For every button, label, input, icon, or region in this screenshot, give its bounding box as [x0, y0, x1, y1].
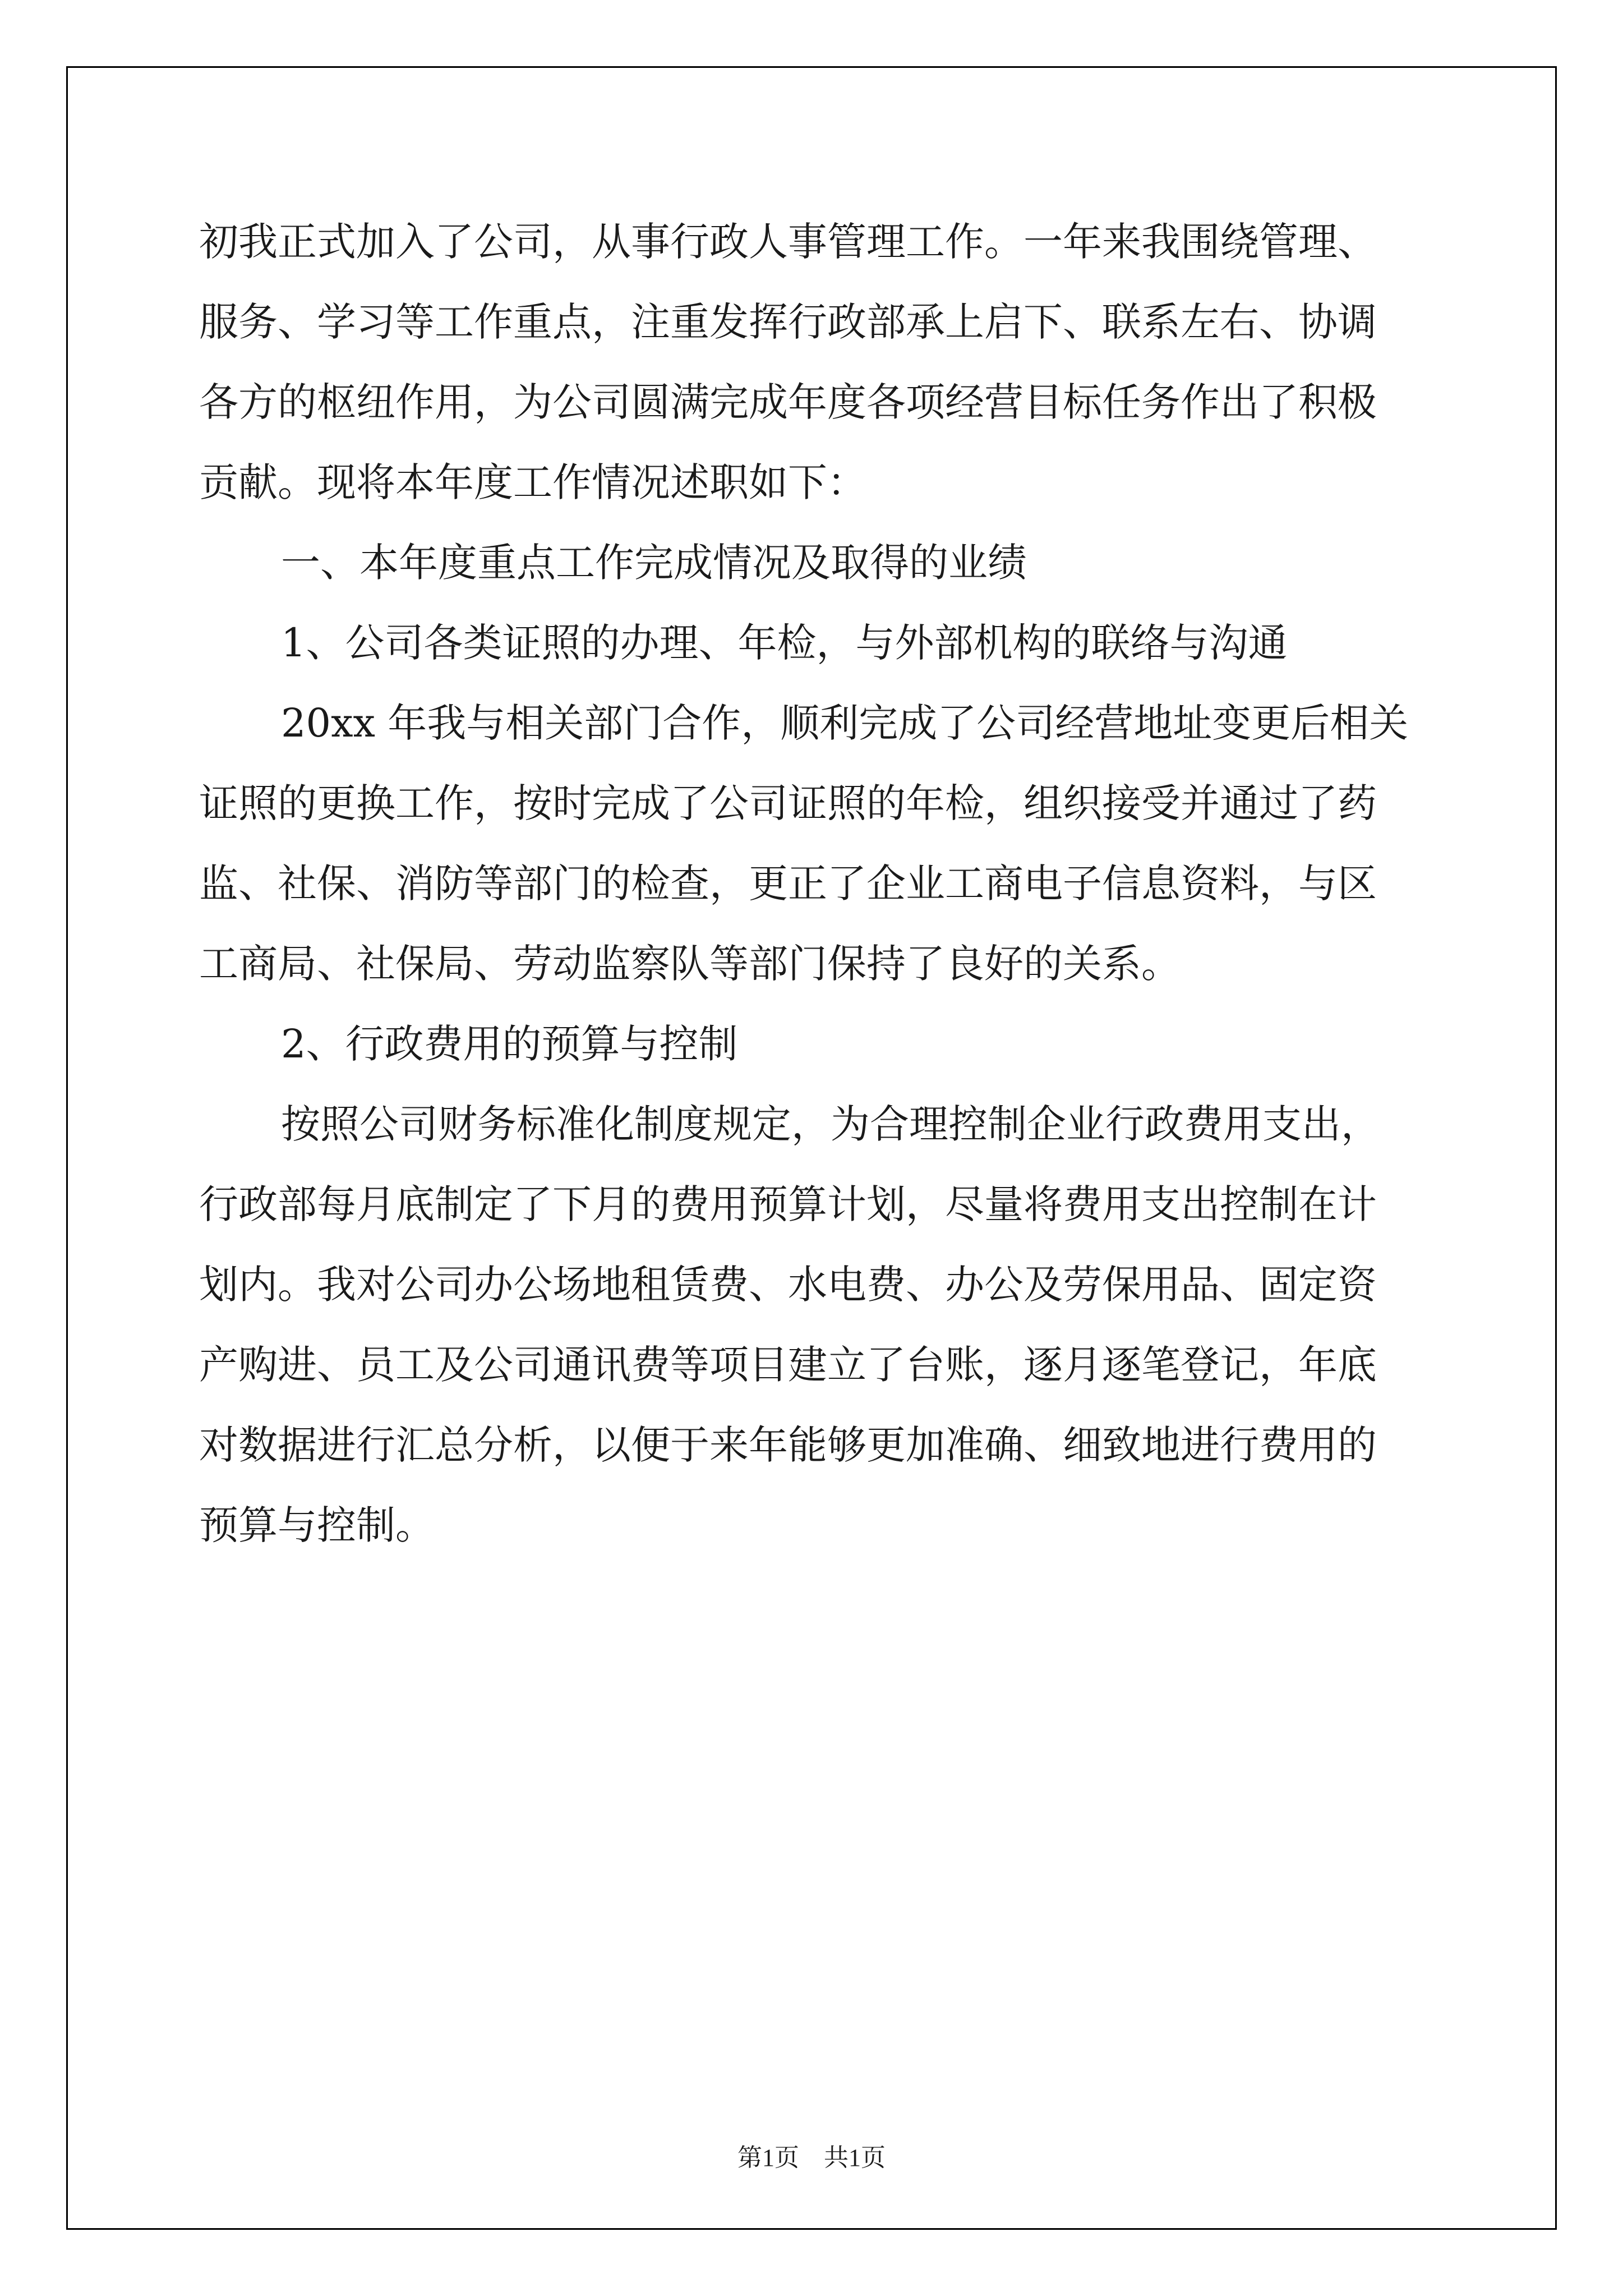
text-line: 1、公司各类证照的办理、年检，与外部机构的联络与沟通 [281, 620, 1288, 666]
text-line: 划内。我对公司办公场地租赁费、水电费、办公及劳保用品、固定资 [199, 1262, 1377, 1308]
text-line: 20xx 年我与相关部门合作，顺利完成了公司经营地址变更后相关 [281, 700, 1409, 746]
text-line: 服务、学习等工作重点，注重发挥行政部承上启下、联系左右、协调 [199, 299, 1377, 345]
text-line: 证照的更换工作，按时完成了公司证照的年检，组织接受并通过了药 [199, 780, 1377, 826]
text-line: 监、社保、消防等部门的检查，更正了企业工商电子信息资料，与区 [199, 861, 1377, 907]
text-line: 2、行政费用的预算与控制 [281, 1021, 738, 1067]
text-line: 对数据进行汇总分析，以便于来年能够更加准确、细致地进行费用的 [199, 1422, 1377, 1468]
text-line: 各方的枢纽作用，为公司圆满完成年度各项经营目标任务作出了积极 [199, 379, 1377, 425]
text-line: 产购进、员工及公司通讯费等项目建立了台账，逐月逐笔登记，年底 [199, 1342, 1377, 1388]
text-line: 行政部每月底制定了下月的费用预算计划，尽量将费用支出控制在计 [199, 1181, 1377, 1227]
text-line: 工商局、社保局、劳动监察队等部门保持了良好的关系。 [199, 941, 1181, 987]
page-number-footer: 第1页 共1页 [737, 2144, 886, 2171]
text-line: 一、本年度重点工作完成情况及取得的业绩 [281, 540, 1027, 586]
text-line: 贡献。现将本年度工作情况述职如下： [199, 459, 866, 505]
text-line: 预算与控制。 [199, 1502, 435, 1548]
text-line: 按照公司财务标准化制度规定，为合理控制企业行政费用支出， [281, 1101, 1380, 1147]
text-line: 初我正式加入了公司，从事行政人事管理工作。一年来我围绕管理、 [199, 219, 1377, 265]
document-body [199, 202, 1433, 1566]
